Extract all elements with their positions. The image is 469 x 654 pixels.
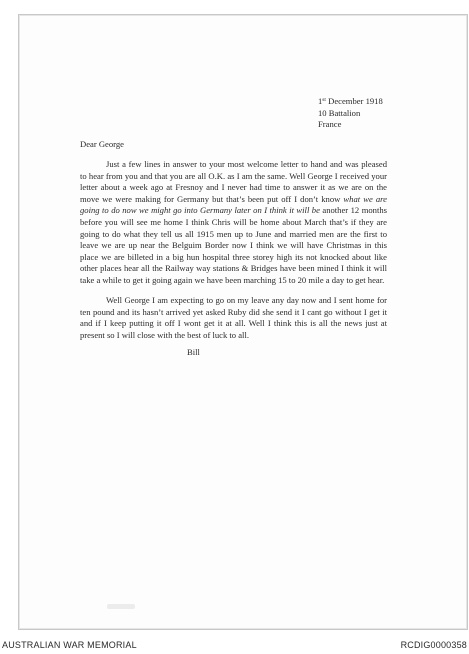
letter-header-address xyxy=(318,96,438,131)
footer-catalogue-id: RCDIG0000358 xyxy=(400,640,467,650)
letter-paragraph-1 xyxy=(80,159,387,287)
letter-date: 1st December 1918 xyxy=(318,96,383,106)
paragraph-1-segment-2: what we are going to do now we might go into Germany later on I think it will be xyxy=(80,193,387,216)
letter-unit: 10 Battalion xyxy=(318,107,361,118)
letter-paragraph-2: Well George I am expecting to go on my leave any day now and I sent home for ten pound and its hasn’t arrived yet asked Ruby did she send it I cant go without I get it and if I keep putting it off I wont get it at all. Well I think this is all the news just at present so I will close with the best of luck to all. xyxy=(80,295,387,340)
letter-signature: Bill xyxy=(187,347,200,357)
paragraph-1-segment-3: another 12 months before you will see me home I think Chris will be home about March that’s if they are going to do what they tell us all 1915 men up to June and married men are the first to leave we are up near the Belguim Border now I think we will have Christmas in this place we are billeted in a big hun hospital three storey high its not knocked about like other places hear all the Railway way stations & Bridges have been mined I think it will take a while to get it going again we have been marching 15 to 20 mile a day to get hear. xyxy=(80,205,387,285)
paragraph-1-segment-1: Just a few lines in answer to your most welcome letter to hand and was pleased to hear from you and that you are all O.K. as I am the same. Well George I received your letter about a week ago at Fresnoy and I never had time to answer it as we are on the move we were making for Germany but that’s been put off I don’t know xyxy=(80,159,387,204)
letter-salutation: Dear George xyxy=(80,139,124,149)
footer-institution: AUSTRALIAN WAR MEMORIAL xyxy=(2,640,137,650)
letter-place: France xyxy=(318,119,342,130)
faint-pencil-mark xyxy=(107,604,135,609)
